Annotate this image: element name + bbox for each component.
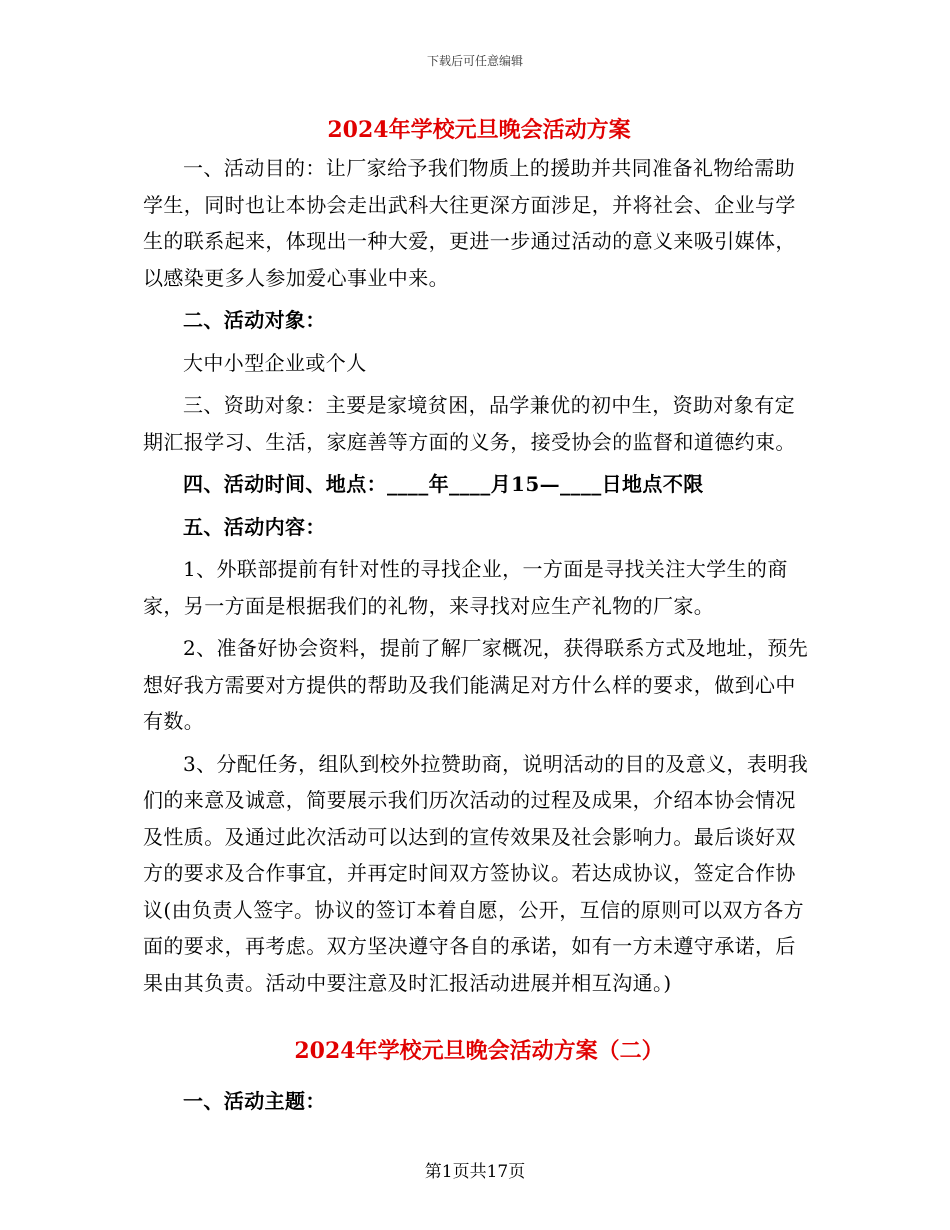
heading-target: 二、活动对象： xyxy=(183,308,326,332)
heading-time-place: 四、活动时间、地点：____年____月15—____日地点不限 xyxy=(183,472,704,496)
paragraph-purpose: 一、活动目的：让厂家给予我们物质上的援助并共同准备礼物给需助学生，同时也让本协会走出武科大往更深方面涉足，并将社会、企业与学生的联系起来，体现出一种大爱，更进一步通过活动的意义来吸引媒体，以感染更多人参加爱心事业中来。 xyxy=(143,156,796,290)
paragraph-item-2: 2、准备好协会资料，提前了解厂家概况，获得联系方式及地址，预先想好我方需要对方提供的帮助及我们能满足对方什么样的要求，做到心中有数。 xyxy=(143,636,809,733)
document-body xyxy=(143,110,815,1126)
paragraph-item-3: 3、分配任务，组队到校外拉赞助商，说明活动的目的及意义，表明我们的来意及诚意，简要展示我们历次活动的过程及成果，介绍本协会情况及性质。及通过此次活动可以达到的宣传效果及社会影响力。最后谈好双方的要求及合作事宜，并再定时间双方签协议。若达成协议，签定合作协议(由负责人签字。协议的签订本着自愿，公开，互信的原则可以双方各方面的要求，再考虑。双方坚决遵守各自的承诺，如有一方未遵守承诺，后果由其负责。活动中要注意及时汇报活动进展并相互沟通。) xyxy=(143,751,809,995)
page-footer: 第1页共17页 xyxy=(424,1162,526,1182)
document-title-2: 2024年学校元旦晚会活动方案（二） xyxy=(294,1038,664,1064)
page-header: 下载后可任意编辑 xyxy=(426,54,523,68)
paragraph-sponsorship: 三、资助对象：主要是家境贫困，品学兼优的初中生，资助对象有定期汇报学习、生活，家庭善等方面的义务，接受协会的监督和道德约束。 xyxy=(143,393,796,454)
paragraph-item-1: 1、外联部提前有针对性的寻找企业，一方面是寻找关注大学生的商家，另一方面是根据我们的礼物，来寻找对应生产礼物的厂家。 xyxy=(143,557,788,618)
paragraph-target: 大中小型企业或个人 xyxy=(183,350,367,375)
document-title: 2024年学校元旦晚会活动方案 xyxy=(327,117,631,143)
heading-theme: 一、活动主题： xyxy=(183,1089,326,1113)
heading-content: 五、活动内容： xyxy=(183,514,326,539)
